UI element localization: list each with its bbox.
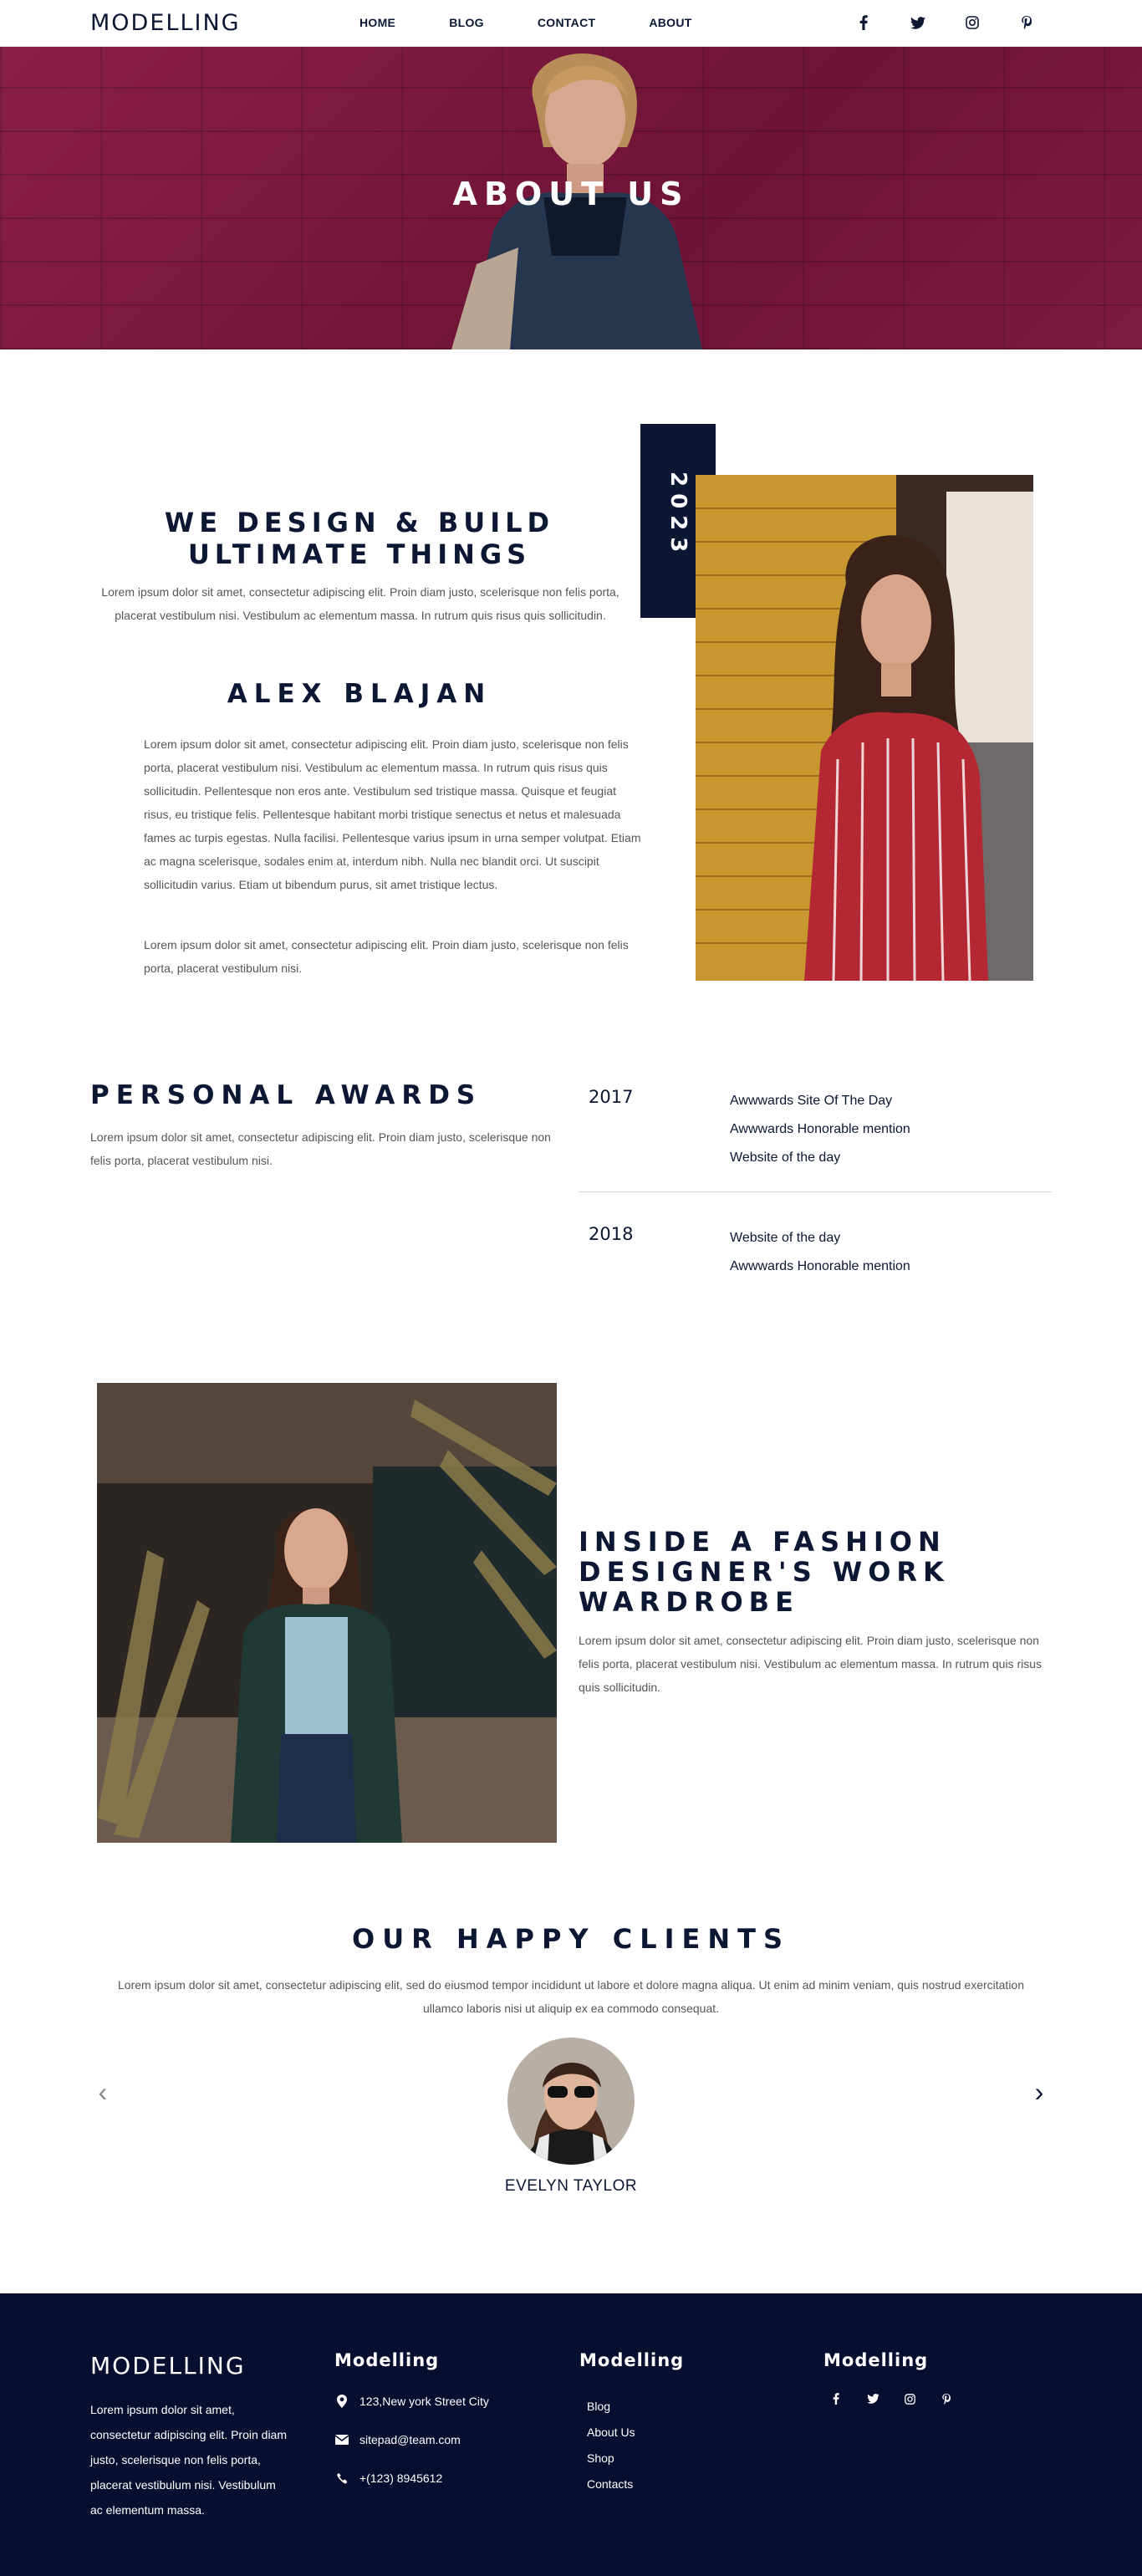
footer-link-contacts[interactable]: Contacts [587, 2477, 634, 2491]
award-item: Website of the day [730, 1150, 841, 1165]
award-item: Awwwards Site Of The Day [730, 1094, 893, 1108]
facebook-icon[interactable] [828, 2390, 844, 2407]
footer-phone[interactable] [334, 2471, 442, 2486]
header-social-links [851, 12, 1068, 33]
footer-email-text[interactable]: sitepad@team.com [359, 2433, 461, 2446]
fashion-heading-line1: INSIDE A FASHION [579, 1526, 946, 1558]
footer-social-links [828, 2390, 975, 2407]
site-footer [0, 2293, 1142, 2576]
fashion-heading-line3: WARDROBE [579, 1586, 799, 1618]
clients-description: Lorem ipsum dolor sit amet, consectetur adipiscing elit, sed do eiusmod tempor incididunt ut labore et dolore magna aliqua. Ut enim ad minim veniam, quis nostrud exercitation ullamco laboris nisi ut aliquip ex ea commodo consequat. [118, 1978, 1024, 2015]
footer-email[interactable] [334, 2432, 461, 2447]
award-list [730, 1087, 910, 1172]
main-menu [359, 16, 746, 29]
design-heading-line2: ULTIMATE THINGS [187, 538, 532, 570]
award-item: Website of the day [730, 1231, 841, 1245]
nav-contact-link[interactable]: CONTACT [537, 16, 596, 29]
pinterest-icon[interactable] [938, 2390, 955, 2407]
award-list [730, 1224, 910, 1281]
twitter-icon[interactable] [905, 12, 930, 33]
carousel-prev-arrow[interactable]: ‹ [98, 2077, 108, 2107]
awards-divider [579, 1191, 1052, 1192]
fashion-description: Lorem ipsum dolor sit amet, consectetur adipiscing elit. Proin diam justo, scelerisque non felis porta, placerat vestibulum nisi. Vestibulum ac elementum massa. In rutrum quis risus quis sollicitudin. [579, 1634, 1043, 1694]
footer-address [334, 2394, 489, 2409]
footer-address-text: 123,New york Street City [359, 2395, 489, 2408]
phone-icon [334, 2471, 349, 2486]
footer-link-shop[interactable]: Shop [587, 2451, 614, 2465]
designer-bio: Lorem ipsum dolor sit amet, consectetur adipiscing elit. Proin diam justo, scelerisque non felis porta, placerat vestibulum nisi. Vestibulum ac elementum massa. In rutrum quis risus quis sollicitudin. Pellentesque non eros ante. Vestibulum sed tristique massa. Quisque et feugiat risus, eu tristique felis. Pellentesque habitant morbi tristique senectus et netus et malesuada fames ac turpis egestas. Nulla facilisi. Pellentesque varius ipsum in urna semper volutpat. Etiam ac magna scelerisque, sodales enim at, interdum nibh. Nulla nec blandit orci. Ut suscipit sollicitudin varius. Etiam ut bibendum purus, sit amet tristique lectus. [144, 737, 641, 891]
map-pin-icon [334, 2394, 349, 2409]
fashion-heading [579, 1527, 1047, 1617]
footer-social-heading: Modelling [823, 2350, 929, 2370]
award-year: 2017 [589, 1087, 634, 1107]
envelope-icon [334, 2432, 349, 2447]
footer-link-blog[interactable]: Blog [587, 2400, 611, 2413]
design-heading [117, 507, 602, 570]
client-avatar [507, 2038, 635, 2165]
footer-links [587, 2394, 635, 2497]
year-badge-text: 2023 [665, 472, 691, 559]
footer-contact-heading: Modelling [334, 2350, 440, 2370]
footer-phone-text[interactable]: +(123) 8945612 [359, 2471, 443, 2485]
model-jacket-photo [97, 1383, 557, 1843]
nav-home-link[interactable]: HOME [359, 16, 396, 29]
facebook-icon[interactable] [851, 12, 876, 33]
award-year: 2018 [589, 1224, 634, 1244]
nav-blog-link[interactable]: BLOG [449, 16, 484, 29]
clients-heading: OUR HAPPY CLIENTS [351, 1923, 791, 1955]
awards-description: Lorem ipsum dolor sit amet, consectetur adipiscing elit. Proin diam justo, scelerisque non felis porta, placerat vestibulum nisi. [90, 1130, 551, 1167]
twitter-icon[interactable] [864, 2390, 881, 2407]
designer-bio-secondary: Lorem ipsum dolor sit amet, consectetur adipiscing elit. Proin diam justo, scelerisque non felis porta, placerat vestibulum nisi. [144, 938, 629, 975]
top-navbar [0, 0, 1142, 47]
footer-links-heading: Modelling [579, 2350, 685, 2370]
instagram-icon[interactable] [960, 12, 985, 33]
hero-title: ABOUT US [452, 176, 690, 212]
instagram-icon[interactable] [901, 2390, 918, 2407]
footer-about-text: Lorem ipsum dolor sit amet, consectetur adipiscing elit. Proin diam justo, scelerisque non felis porta, placerat vestibulum nisi. Vestibulum ac elementum massa. [90, 2403, 288, 2517]
award-item: Awwwards Honorable mention [730, 1122, 910, 1136]
site-logo[interactable]: MODELLING [90, 10, 241, 36]
designer-name: ALEX BLAJAN [227, 679, 492, 709]
hero-banner [0, 47, 1142, 349]
design-intro-text: Lorem ipsum dolor sit amet, consectetur adipiscing elit. Proin diam justo, scelerisque non felis porta, placerat vestibulum nisi. Vestibulum ac elementum massa. In rutrum quis risus quis sollicitudin. [101, 585, 619, 622]
fashion-heading-line2: DESIGNER'S WORK [579, 1556, 950, 1588]
nav-about-link[interactable]: ABOUT [649, 16, 692, 29]
pinterest-icon[interactable] [1014, 12, 1039, 33]
model-brick-wall-photo [696, 475, 1033, 981]
design-heading-line1: WE DESIGN & BUILD [164, 507, 555, 538]
client-name: EVELYN TAYLOR [504, 2177, 638, 2195]
awards-heading: PERSONAL AWARDS [90, 1080, 482, 1110]
award-item: Awwwards Honorable mention [730, 1259, 910, 1273]
footer-logo[interactable]: MODELLING [90, 2352, 246, 2380]
footer-link-about[interactable]: About Us [587, 2426, 635, 2439]
carousel-next-arrow[interactable]: › [1034, 2077, 1044, 2107]
